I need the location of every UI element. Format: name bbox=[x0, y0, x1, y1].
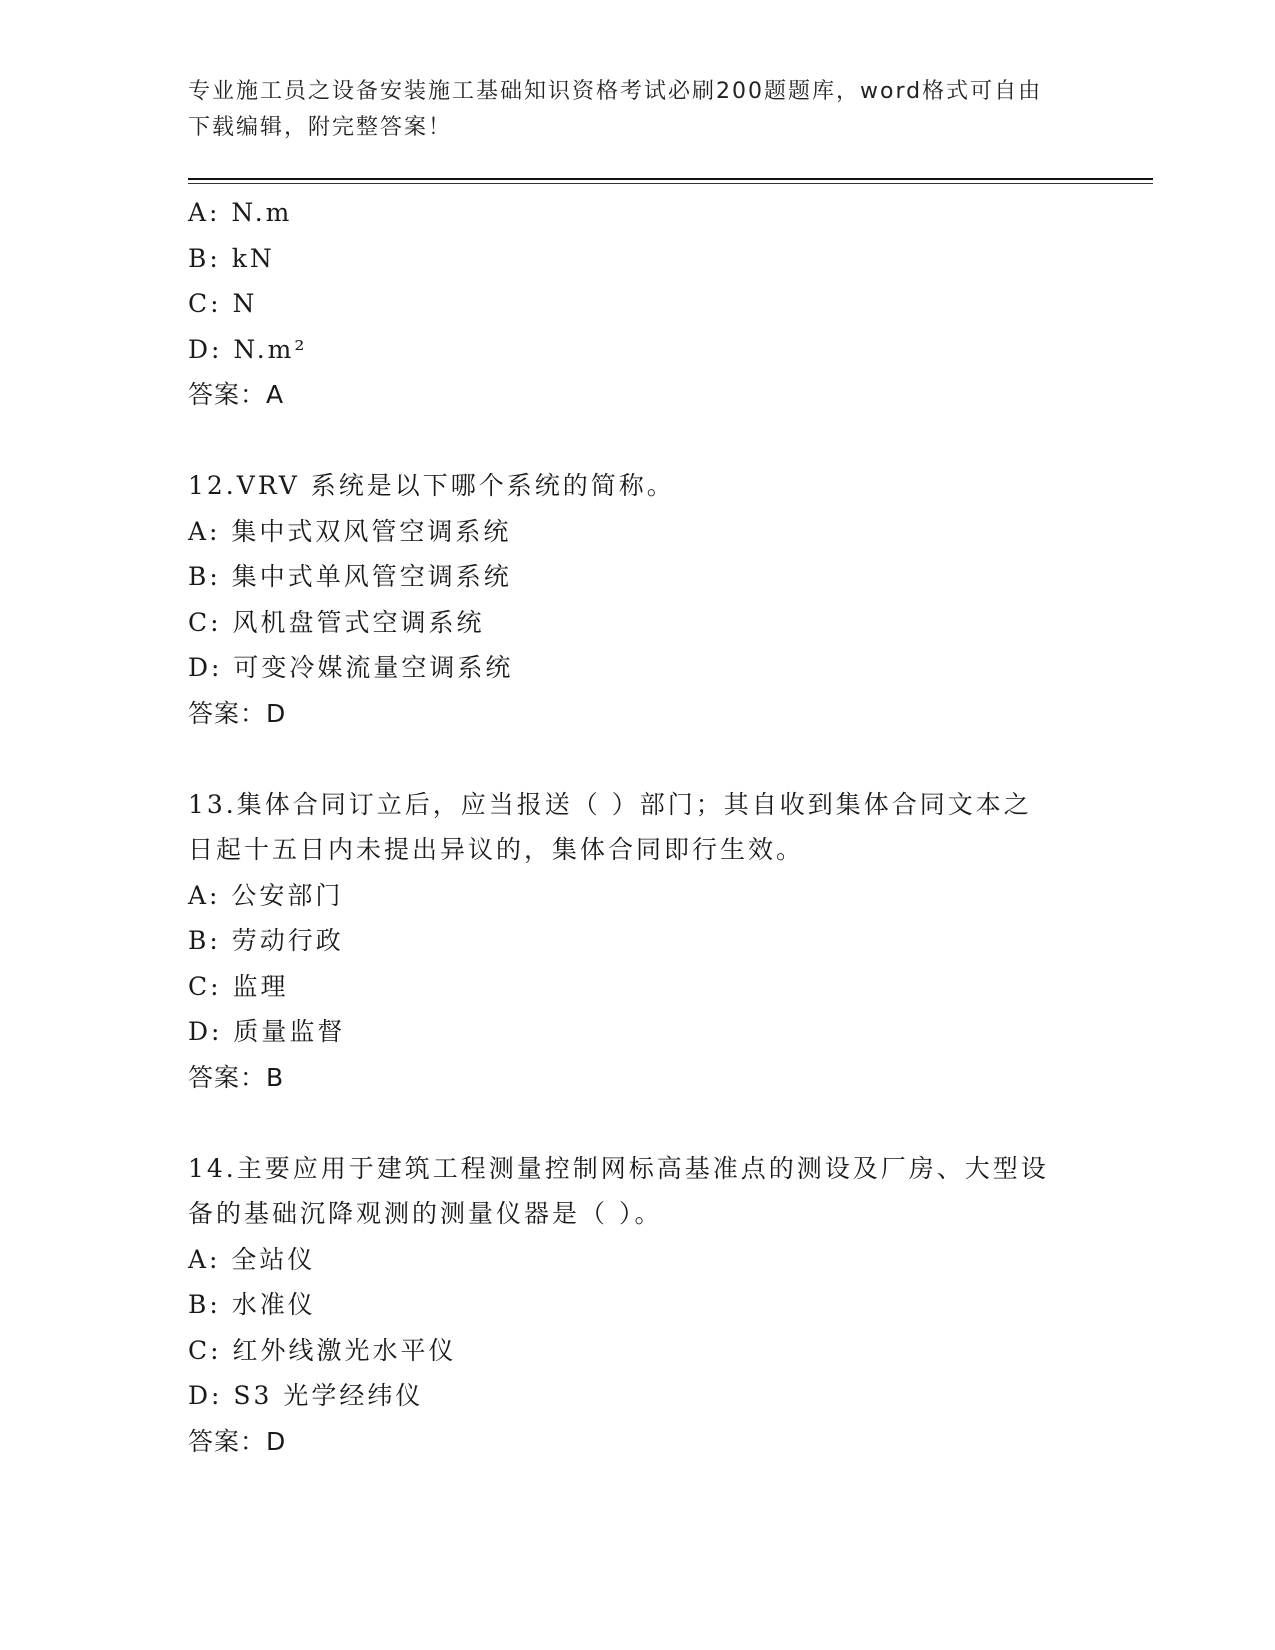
answer-line: 答案：D bbox=[188, 1426, 287, 1456]
question-text-line-1: 13.集体合同订立后，应当报送（ ）部门；其自收到集体合同文本之 bbox=[188, 789, 1032, 819]
question-spacer bbox=[188, 418, 1088, 464]
option-d: D: N.m² bbox=[188, 334, 308, 364]
question-list bbox=[188, 190, 1088, 1464]
option-d: D: S3 光学经纬仪 bbox=[188, 1381, 424, 1410]
question-14 bbox=[188, 1146, 1088, 1465]
option-b: B: 集中式单风管空调系统 bbox=[188, 562, 512, 591]
option-d: D: 可变冷媒流量空调系统 bbox=[188, 653, 514, 682]
option-d: D: 质量监督 bbox=[188, 1017, 346, 1046]
option-c: C: N bbox=[188, 289, 258, 318]
option-a: A: 集中式双风管空调系统 bbox=[188, 516, 512, 546]
document-header bbox=[188, 74, 1068, 146]
question-12 bbox=[188, 463, 1088, 736]
answer-line: 答案：B bbox=[188, 1062, 285, 1092]
header-divider-thin bbox=[188, 183, 1153, 184]
option-c: C: 红外线激光水平仪 bbox=[188, 1335, 457, 1365]
option-c: C: 监理 bbox=[188, 971, 289, 1001]
question-text-line-2: 日起十五日内未提出异议的，集体合同即行生效。 bbox=[188, 835, 805, 864]
question-text: 12.VRV 系统是以下哪个系统的简称。 bbox=[188, 471, 675, 500]
option-c: C: 风机盘管式空调系统 bbox=[188, 607, 485, 637]
question-text-line-2: 备的基础沉降观测的测量仪器是（ ）。 bbox=[188, 1199, 663, 1228]
option-a: A: 全站仪 bbox=[188, 1244, 316, 1274]
header-title-line-2: 下载编辑，附完整答案！ bbox=[188, 115, 453, 140]
question-text-line-1: 14.主要应用于建筑工程测量控制网标高基准点的测设及厂房、大型设 bbox=[188, 1153, 1049, 1183]
option-b: B: kN bbox=[188, 243, 275, 273]
option-a: A: N.m bbox=[188, 198, 293, 227]
question-11 bbox=[188, 190, 1088, 418]
header-divider-thick bbox=[188, 178, 1153, 180]
answer-line: 答案：A bbox=[188, 380, 285, 409]
option-b: B: 劳动行政 bbox=[188, 926, 344, 955]
option-a: A: 公安部门 bbox=[188, 880, 344, 910]
option-b: B: 水准仪 bbox=[188, 1290, 316, 1319]
answer-line: 答案：D bbox=[188, 698, 287, 728]
header-title-line-1: 专业施工员之设备安装施工基础知识资格考试必刷200题题库，word格式可自由 bbox=[188, 79, 1043, 104]
question-spacer bbox=[188, 736, 1088, 782]
question-13 bbox=[188, 782, 1088, 1101]
question-spacer bbox=[188, 1100, 1088, 1146]
